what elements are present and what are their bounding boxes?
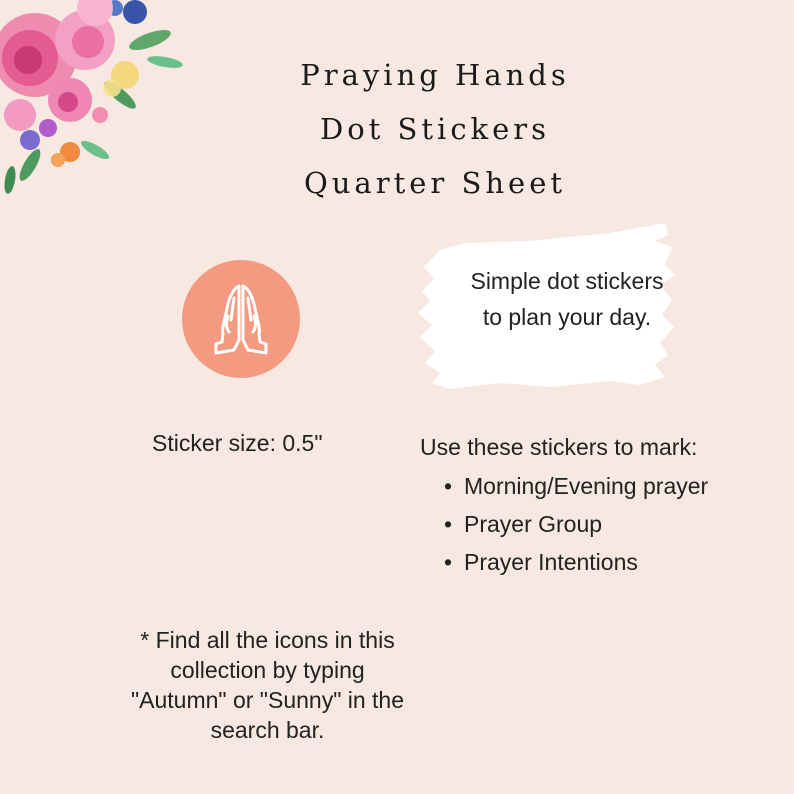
tagline-line-2: to plan your day. <box>482 304 652 330</box>
bullet-icon: • <box>444 549 453 575</box>
sticker-size-label: Sticker size: 0.5" <box>152 430 323 456</box>
floral-corner-decoration <box>0 0 200 200</box>
sticker-preview <box>182 260 300 378</box>
tagline <box>432 263 702 335</box>
search-note <box>95 625 440 745</box>
uses-section <box>420 430 708 581</box>
note-line-3: "Autumn" or "Sunny" in the <box>130 687 405 713</box>
uses-list <box>420 467 708 581</box>
page-title <box>230 48 640 210</box>
uses-heading: Use these stickers to mark: <box>420 434 698 460</box>
note-line-1: * Find all the icons in this <box>140 627 395 653</box>
note-line-2: collection by typing <box>170 657 365 683</box>
list-item <box>444 467 708 505</box>
praying-hands-icon <box>182 260 300 378</box>
list-item-label: Prayer Group <box>464 511 603 537</box>
note-line-4: search bar. <box>210 717 325 743</box>
title-line-3: Quarter Sheet <box>303 166 567 200</box>
tagline-line-1: Simple dot stickers <box>470 268 664 294</box>
bullet-icon: • <box>444 511 453 537</box>
list-item-label: Morning/Evening prayer <box>464 473 709 499</box>
list-item-label: Prayer Intentions <box>464 549 638 575</box>
title-line-1: Praying Hands <box>300 58 570 92</box>
title-line-2: Dot Stickers <box>319 112 551 146</box>
list-item <box>444 543 708 581</box>
bullet-icon: • <box>444 473 453 499</box>
list-item <box>444 505 708 543</box>
